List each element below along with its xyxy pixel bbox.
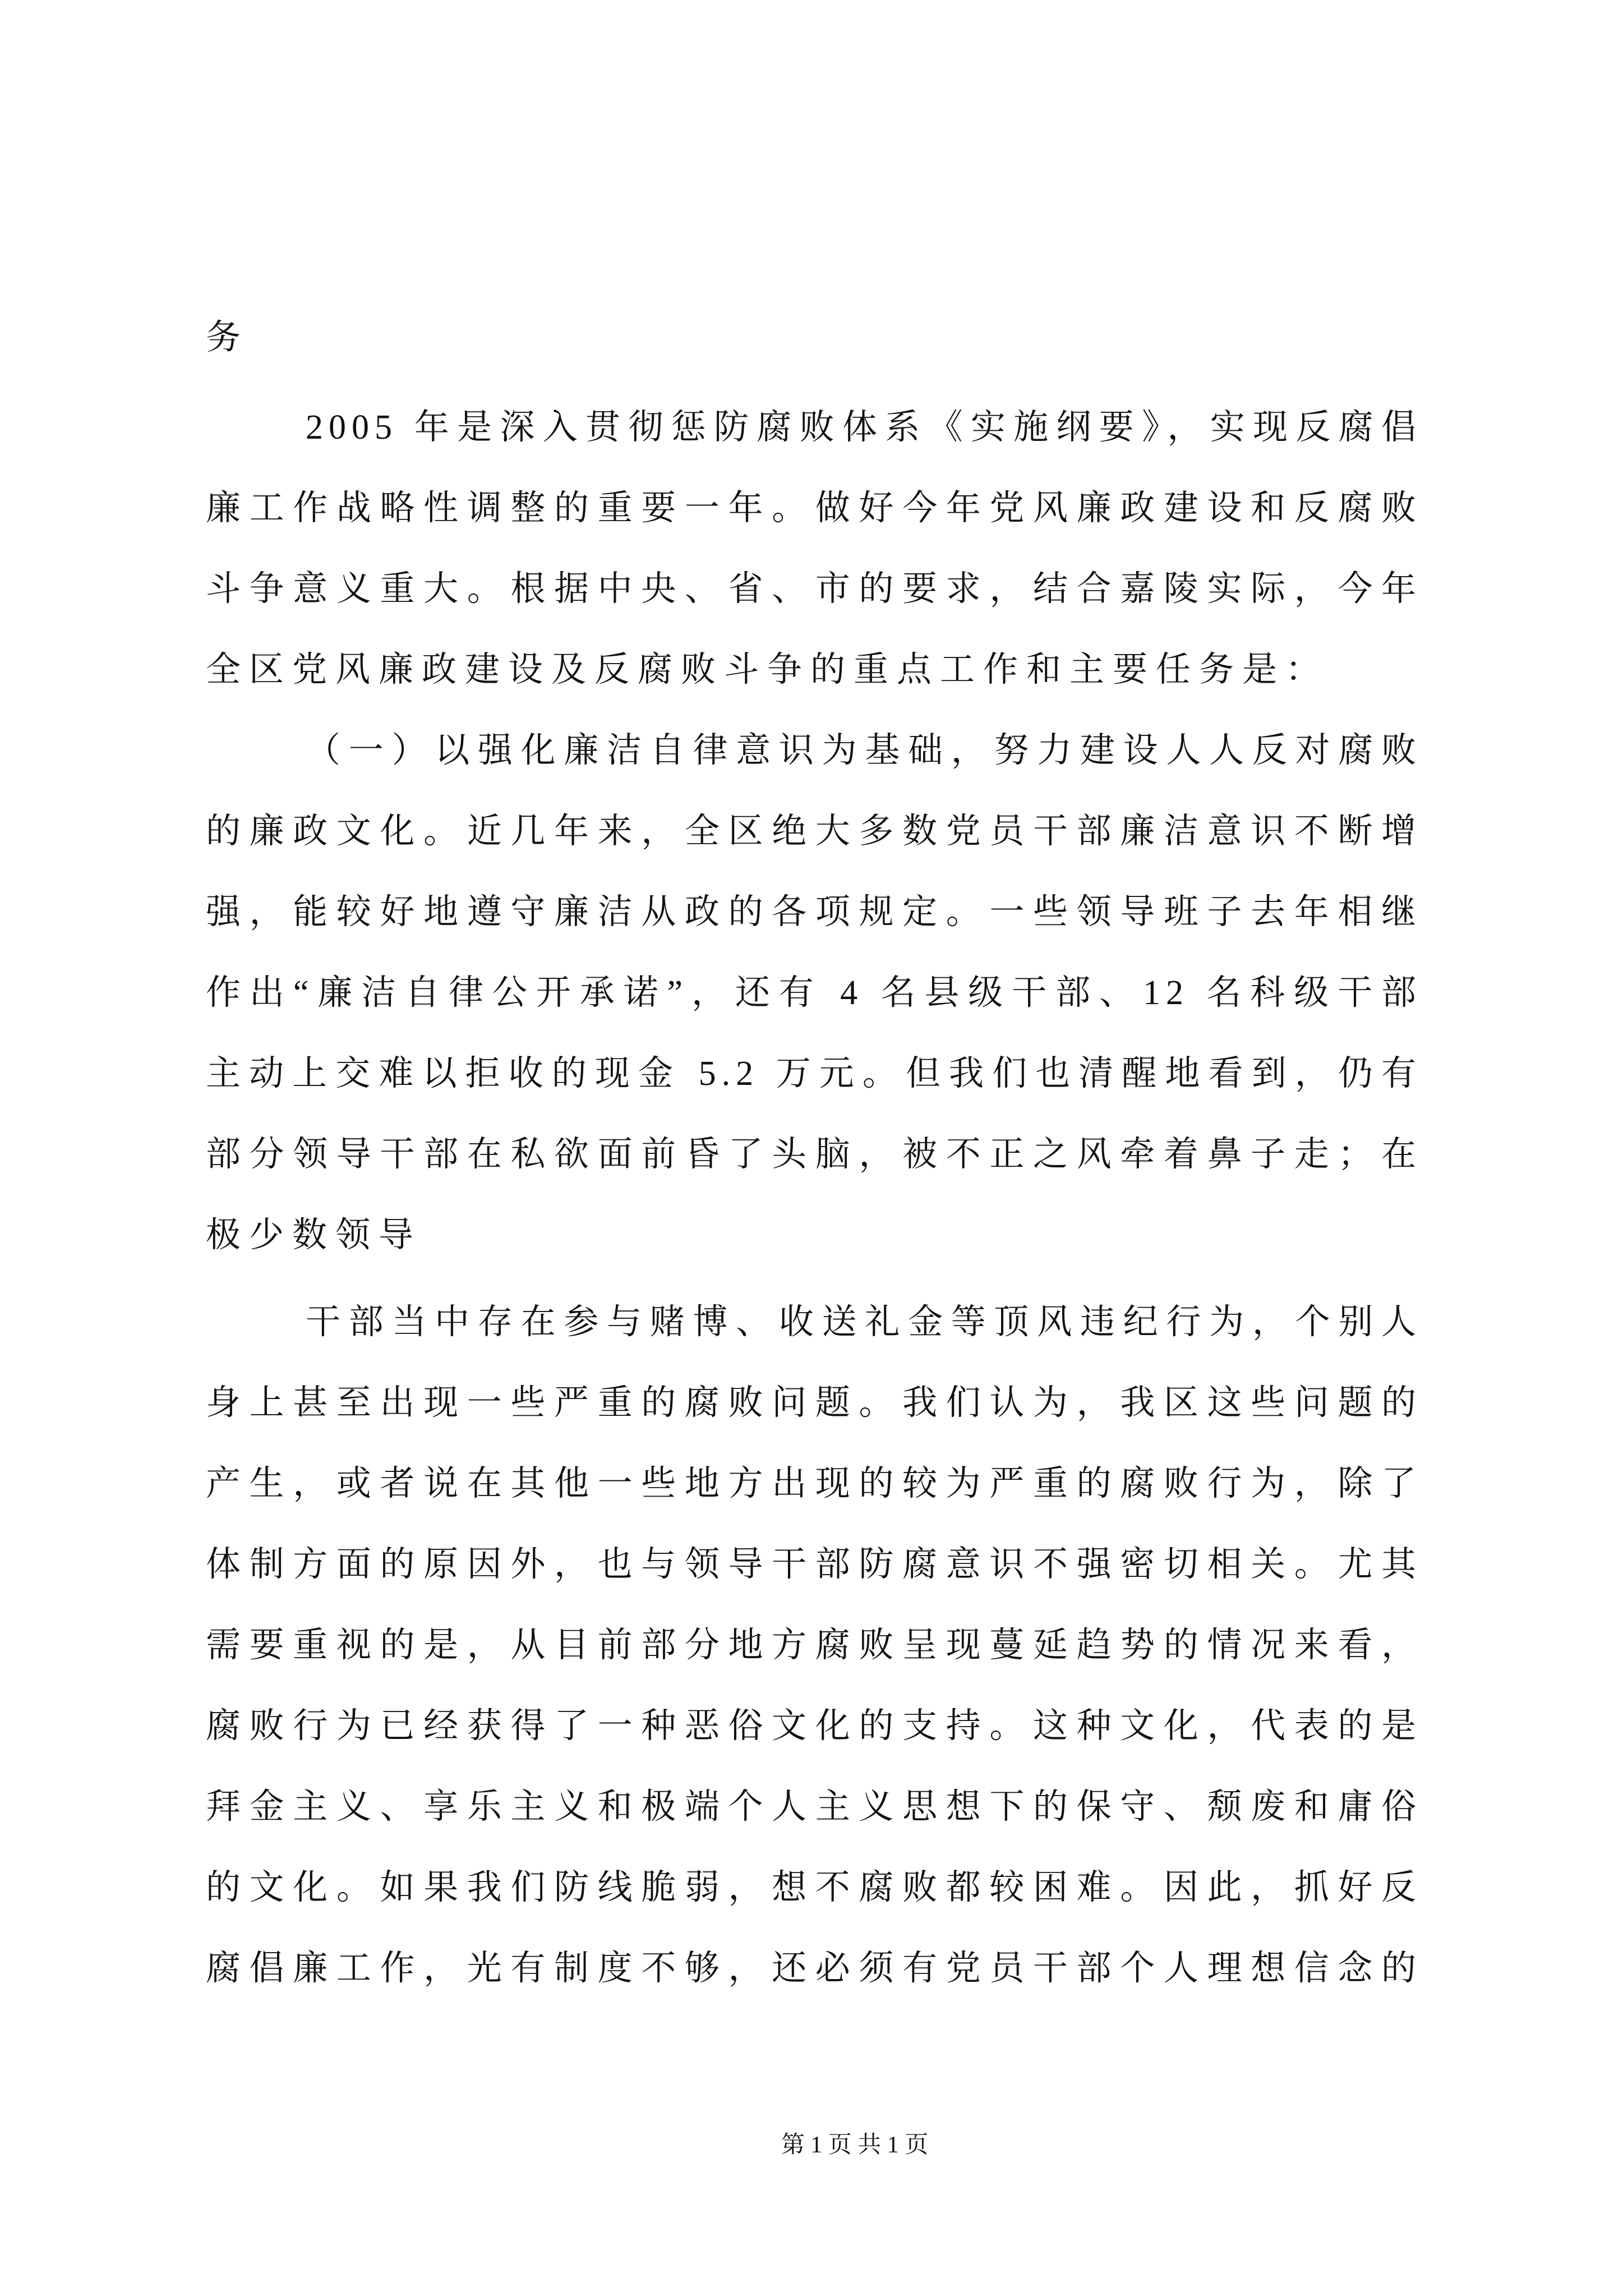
text-line: 干部当中存在参与赌博、收送礼金等顶风违纪行为，个别人: [306, 1303, 1422, 1341]
page-footer: [686, 2129, 1023, 2161]
text-line: 作出“廉洁自律公开承诺”，还有 4 名县级干部、12 名科级干部: [206, 974, 1422, 1012]
text-line: 廉工作战略性调整的重要一年。做好今年党风廉政建设和反腐败: [206, 489, 1422, 527]
text-line: 部分领导干部在私欲面前昏了头脑，被不正之风牵着鼻子走；在: [206, 1135, 1422, 1174]
text-line: 强，能较好地遵守廉洁从政的各项规定。一些领导班子去年相继: [206, 893, 1422, 931]
text-line: 身上甚至出现一些严重的腐败问题。我们认为，我区这些问题的: [206, 1384, 1422, 1422]
text-line: 腐败行为已经获得了一种恶俗文化的支持。这种文化，代表的是: [206, 1707, 1422, 1745]
paragraph: [206, 1282, 1422, 2009]
page-number-label: 第 1 页 共 1 页: [781, 2132, 929, 2158]
text-line: 拜金主义、享乐主义和极端个人主义思想下的保守、颓废和庸俗: [206, 1788, 1422, 1826]
text-line: 极少数领导: [206, 1216, 422, 1254]
text-line: 需要重视的是，从目前部分地方腐败呈现蔓延趋势的情况来看，: [206, 1626, 1422, 1664]
paragraph: [206, 387, 1422, 1276]
text-line: 的廉政文化。近几年来，全区绝大多数党员干部廉洁意识不断增: [206, 812, 1422, 850]
text-line: 产生，或者说在其他一些地方出现的较为严重的腐败行为，除了: [206, 1465, 1422, 1503]
text-line: 的文化。如果我们防线脆弱，想不腐败都较困难。因此，抓好反: [206, 1869, 1422, 1907]
text-line: （一）以强化廉洁自律意识为基础，努力建设人人反对腐败: [306, 731, 1422, 770]
text-line: 2005 年是深入贯彻惩防腐败体系《实施纲要》，实现反腐倡: [306, 408, 1422, 447]
paragraph: [206, 297, 1422, 378]
text-line: 务: [206, 319, 250, 357]
text-line: 斗争意义重大。根据中央、省、市的要求，结合嘉陵实际，今年: [206, 570, 1422, 608]
text-line: 主动上交难以拒收的现金 5.2 万元。但我们也清醒地看到，仍有: [206, 1055, 1422, 1093]
text-line: 全区党风廉政建设及反腐败斗争的重点工作和主要任务是：: [206, 651, 1329, 689]
text-line: 体制方面的原因外，也与领导干部防腐意识不强密切相关。尤其: [206, 1545, 1422, 1584]
text-line: 腐倡廉工作，光有制度不够，还必须有党员干部个人理想信念的: [206, 1949, 1422, 1987]
